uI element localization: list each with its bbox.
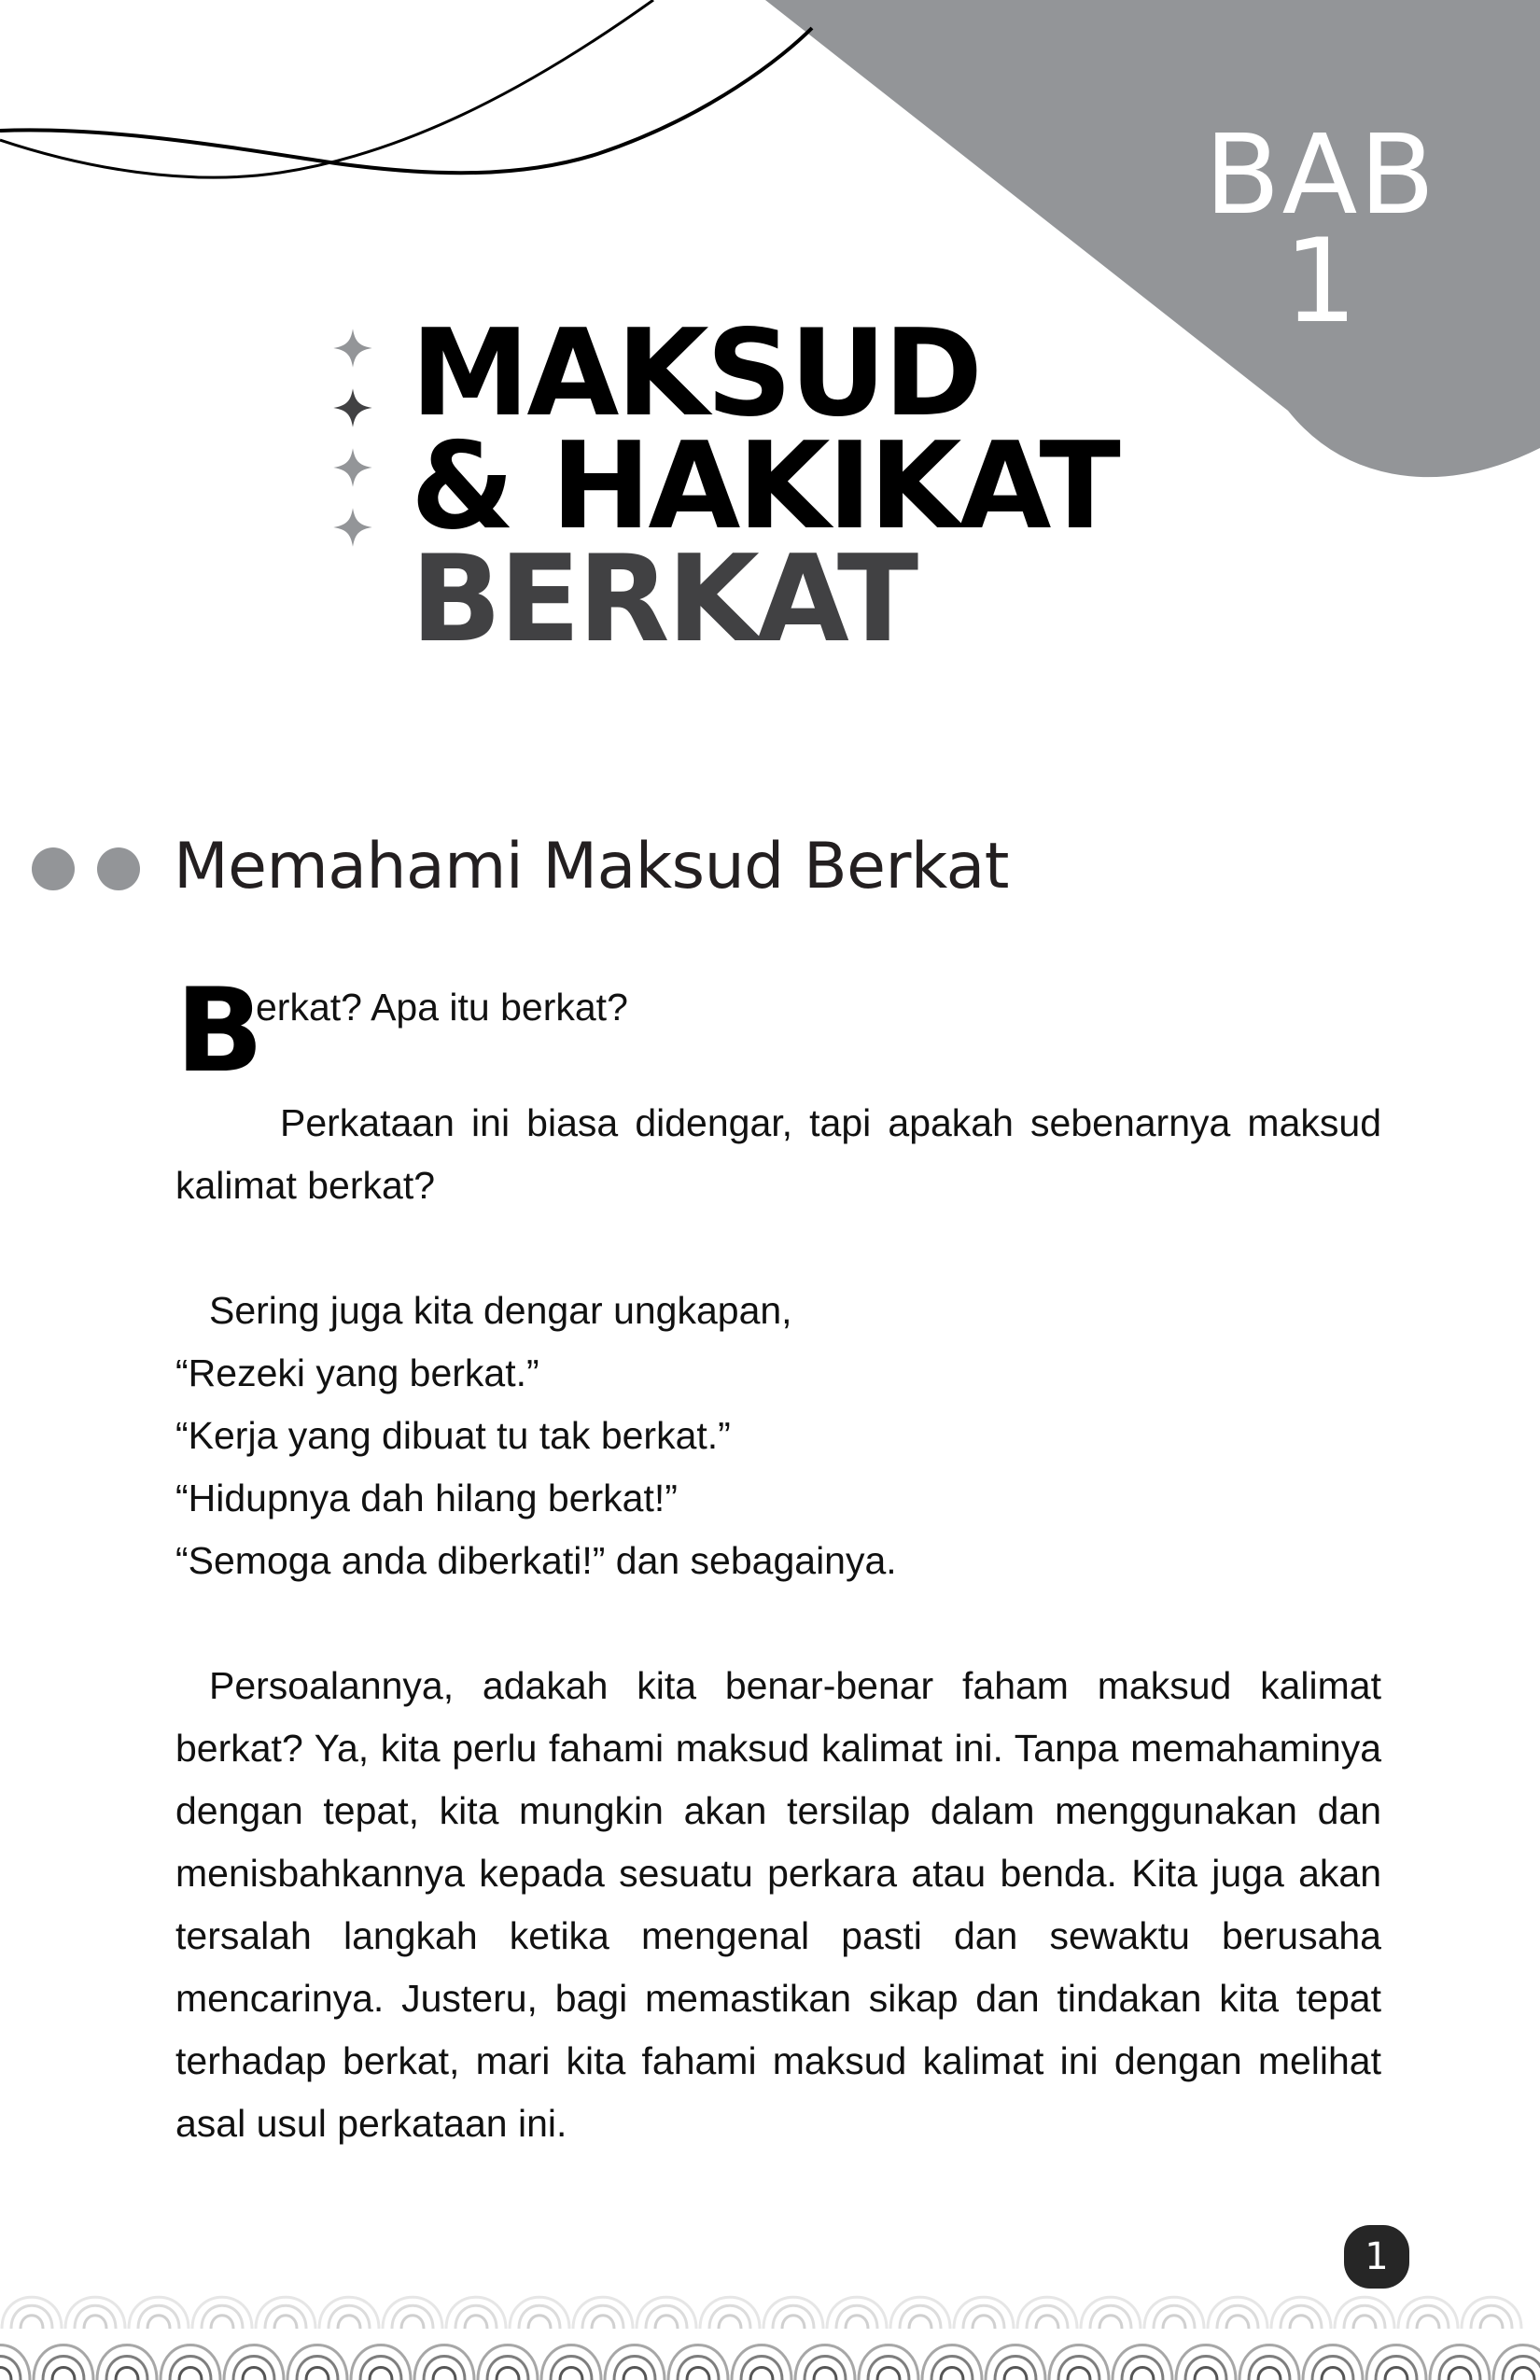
- title-line-1: MAKSUD: [411, 304, 980, 443]
- quote-line: “Semoga anda diberkati!” dan sebagainya.: [175, 1539, 897, 1582]
- quote-line: “Rezeki yang berkat.”: [175, 1351, 539, 1394]
- heading-dot-icon: [32, 847, 75, 890]
- quote-line: “Kerja yang dibuat tu tak berkat.”: [175, 1414, 731, 1457]
- chapter-number: 1: [1283, 215, 1358, 349]
- title-sparkles: [331, 327, 374, 566]
- title-line-3: BERKAT: [411, 530, 917, 669]
- opening-question: erkat? Apa itu berkat?: [256, 986, 628, 1029]
- opening-line: [175, 964, 1381, 1099]
- sparkle-icon: [331, 506, 374, 549]
- heading-dot-icon: [97, 847, 140, 890]
- title-line-2: & HAKIKAT: [411, 417, 1118, 556]
- quote-line: “Hidupnya dah hilang berkat!”: [175, 1477, 678, 1519]
- sparkle-icon: [331, 446, 374, 489]
- section-heading: Memahami Maksud Berkat: [174, 830, 1009, 903]
- sparkle-icon: [331, 327, 374, 370]
- chapter-label: BAB: [1204, 110, 1437, 239]
- paragraph-1: Perkataan ini biasa didengar, tapi apakah sebenarnya maksud kalimat berkat?: [175, 1101, 1381, 1207]
- body-text: [175, 964, 1381, 2155]
- drop-cap: B: [175, 964, 264, 1099]
- paragraph-3: Persoalannya, adakah kita benar-benar faham maksud kalimat berkat? Ya, kita perlu fahami maksud kalimat ini. Tanpa memahaminya dengan tepat, kita mungkin akan tersilap dalam menggunakan dan menisbahkannya kepada sesuatu perkara atau benda. Kita juga akan tersalah langkah ketika mengenal pasti dan sewaktu berusaha mencarinya. Justeru, bagi memastikan sikap dan tindakan kita tepat terhadap berkat, mari kita fahami maksud kalimat ini dengan melihat asal usul perkataan ini.: [175, 1664, 1381, 2145]
- decorative-arch-pattern: [0, 2277, 1540, 2380]
- sparkle-icon: [331, 386, 374, 429]
- page-number-badge: 1: [1344, 2225, 1409, 2289]
- paragraph-2-intro: Sering juga kita dengar ungkapan,: [209, 1289, 792, 1332]
- chapter-title: [411, 304, 1118, 669]
